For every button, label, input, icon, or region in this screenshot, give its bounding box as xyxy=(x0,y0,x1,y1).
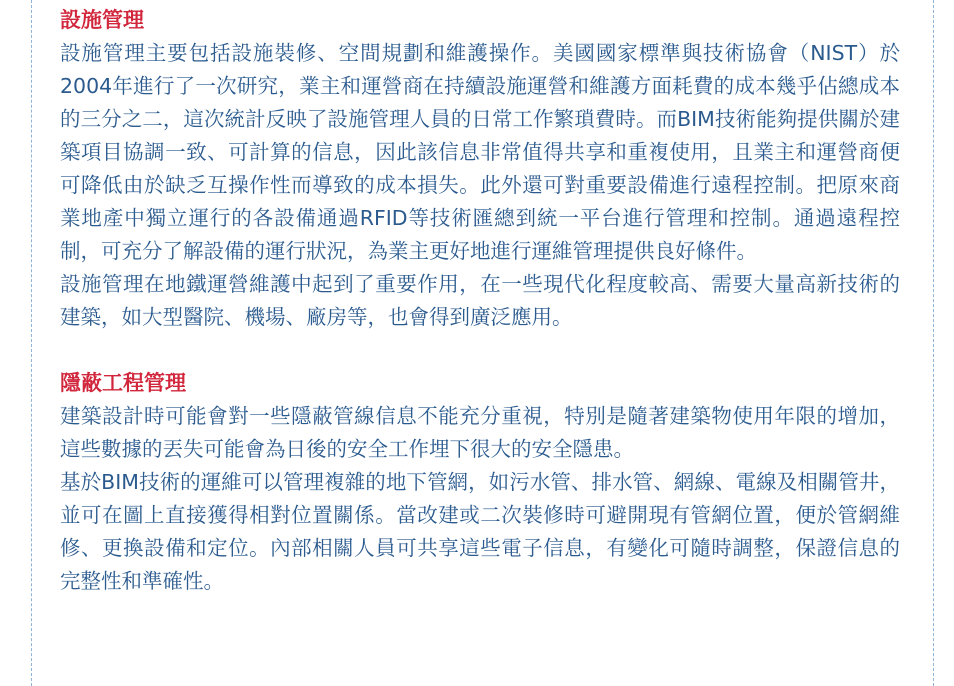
paragraph-concealed-works-1: 建築設計時可能會對一些隱蔽管線信息不能充分重視，特別是隨著建築物使用年限的增加，這些數據的丟失可能會為日後的安全工作埋下很大的安全隱患。 xyxy=(60,404,900,461)
paragraph-facility-management-1: 設施管理主要包括設施裝修、空間規劃和維護操作。美國國家標準與技術協會（NIST）於2004年進行了一次研究，業主和運營商在持續設施運營和維護方面耗費的成本幾乎佔總成本的三分之二，這次統計反映了設施管理人員的日常工作繁瑣費時。而BIM技術能夠提供關於建築項目協調一致、可計算的信息，因此該信息非常值得共享和重複使用，且業主和運營商便可降低由於缺乏互操作性而導致的成本損失。此外還可對重要設備進行遠程控制。把原來商業地產中獨立運行的各設備通過RFID等技術匯總到統一平台進行管理和控制。通過遠程控制，可充分了解設備的運行狀況，為業主更好地進行運維管理提供良好條件。 xyxy=(60,41,900,263)
right-dashed-border xyxy=(933,0,934,686)
section-facility-management xyxy=(60,4,900,334)
document-body xyxy=(60,4,900,598)
section-title-facility-management: 設施管理 xyxy=(60,8,144,32)
left-dashed-border xyxy=(31,0,32,686)
section-spacer xyxy=(60,334,900,367)
paragraph-concealed-works-2: 基於BIM技術的運維可以管理複雜的地下管網，如污水管、排水管、網線、電線及相關管井，並可在圖上直接獲得相對位置關係。當改建或二次裝修時可避開現有管網位置，便於管網維修、更換設備和定位。內部相關人員可共享這些電子信息，有變化可隨時調整，保證信息的完整性和準確性。 xyxy=(60,470,900,593)
section-concealed-works xyxy=(60,367,900,598)
section-title-concealed-works: 隱蔽工程管理 xyxy=(60,371,186,395)
paragraph-facility-management-2: 設施管理在地鐵運營維護中起到了重要作用，在一些現代化程度較高、需要大量高新技術的建築，如大型醫院、機場、廠房等，也會得到廣泛應用。 xyxy=(60,272,900,329)
